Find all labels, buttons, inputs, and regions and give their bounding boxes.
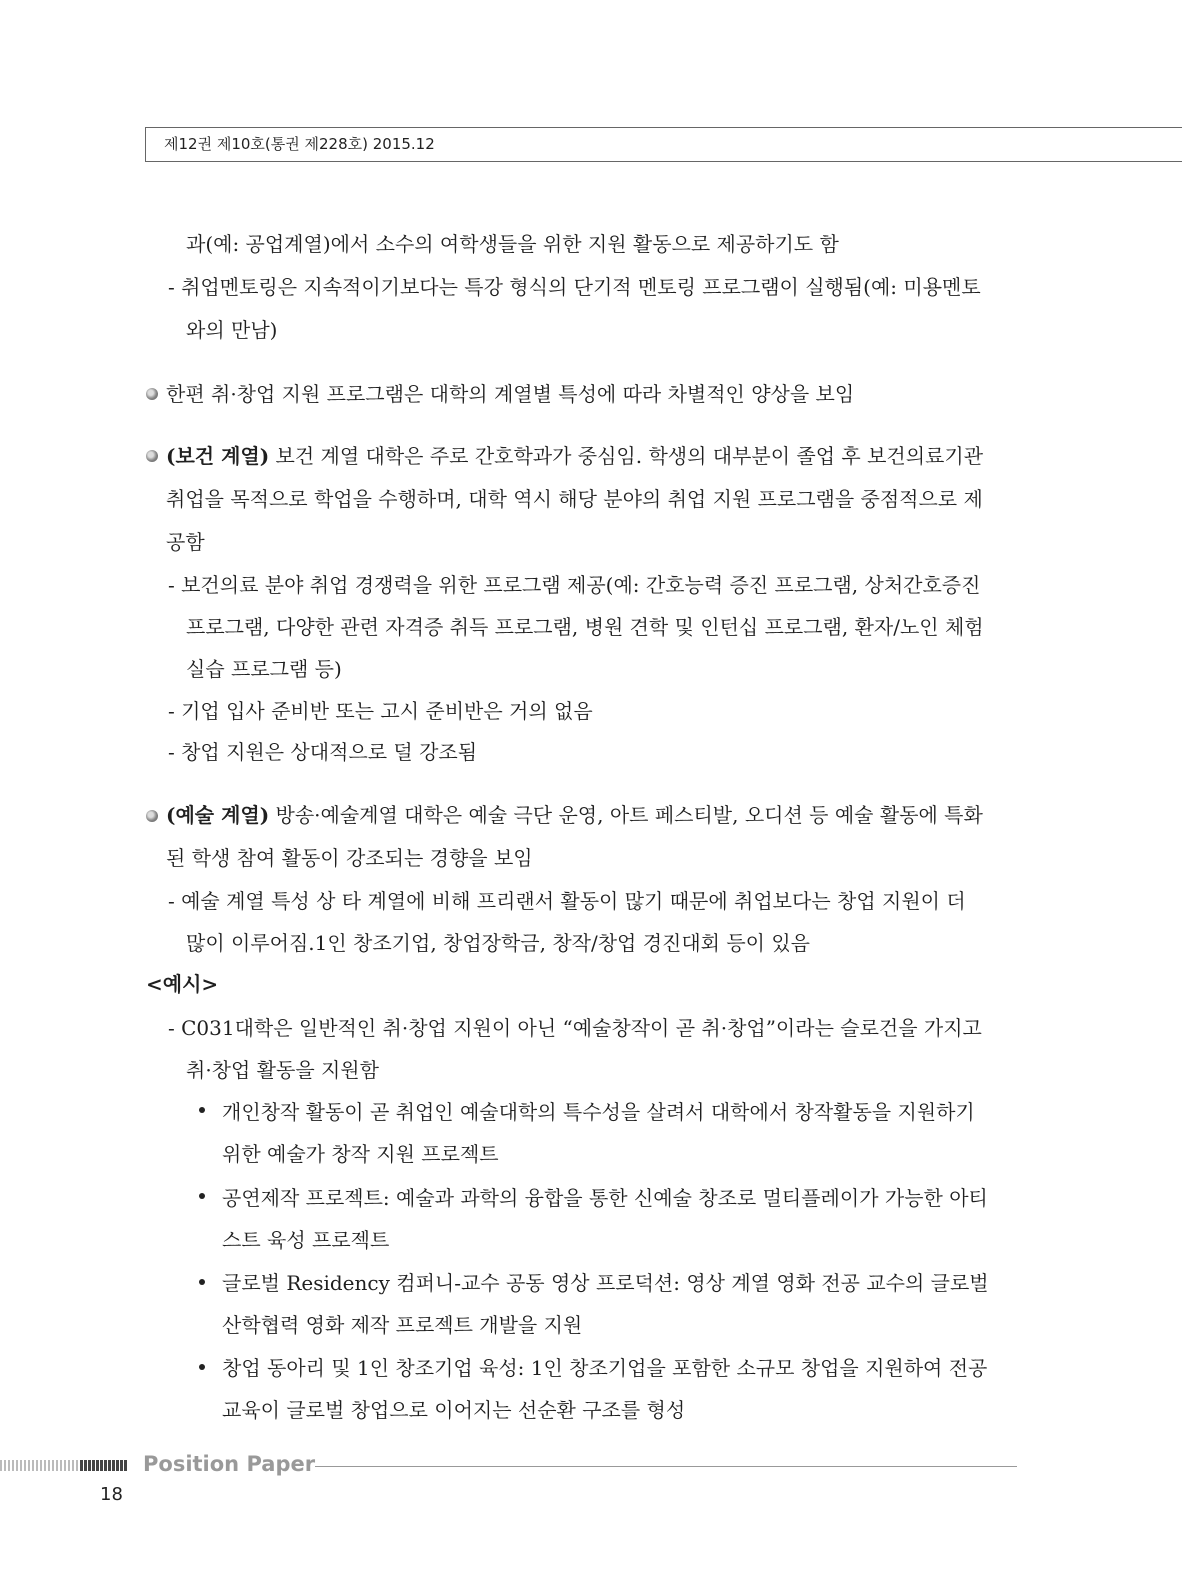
issue-info: 제12권 제10호(통권 제228호) 2015.12 xyxy=(164,135,435,153)
paragraph-text: 방송·예술계열 대학은 예술 극단 운영, 아트 페스티발, 오디션 등 예술 활동에 특화 xyxy=(269,803,983,827)
text-line: 스트 육성 프로젝트 xyxy=(222,1228,390,1252)
issue-header xyxy=(145,127,1182,162)
sub-bullet-item: 개인창작 활동이 곧 취업인 예술대학의 특수성을 살려서 대학에서 창작활동을 지원하기 xyxy=(222,1100,975,1124)
dash-item: - 기업 입사 준비반 또는 고시 준비반은 거의 없음 xyxy=(168,699,593,723)
text-line: 취·창업 활동을 지원함 xyxy=(186,1058,379,1082)
text-line: 된 학생 참여 활동이 강조되는 경향을 보임 xyxy=(166,846,533,870)
page-number: 18 xyxy=(100,1484,123,1505)
dot-bullet-icon xyxy=(199,1193,205,1199)
bullet-paragraph: 한편 취·창업 지원 프로그램은 대학의 계열별 특성에 따라 차별적인 양상을 보임 xyxy=(166,382,855,406)
circle-bullet-icon xyxy=(146,388,158,400)
dot-bullet-icon xyxy=(199,1364,205,1370)
text-line: 취업을 목적으로 학업을 수행하며, 대학 역시 해당 분야의 취업 지원 프로그램을 중점적으로 제 xyxy=(166,487,983,511)
circle-bullet-icon xyxy=(146,810,158,822)
footer-title: Position Paper xyxy=(143,1452,316,1476)
sub-bullet-item: 창업 동아리 및 1인 창조기업 육성: 1인 창조기업을 포함한 소규모 창업을 지원하여 전공 xyxy=(222,1356,988,1380)
text-line: 공함 xyxy=(166,530,205,554)
dash-item: - 취업멘토링은 지속적이기보다는 특강 형식의 단기적 멘토링 프로그램이 실행됨(예: 미용멘토 xyxy=(168,275,981,299)
footer-divider xyxy=(315,1466,1017,1467)
text-line: 와의 만남) xyxy=(186,318,278,342)
text-line: 많이 이루어짐.1인 창조기업, 창업장학금, 창작/창업 경진대회 등이 있음 xyxy=(186,931,810,955)
circle-bullet-icon xyxy=(146,450,158,462)
bullet-paragraph xyxy=(166,443,983,469)
section-label: (예술 계열) xyxy=(166,803,270,827)
dash-item: - 창업 지원은 상대적으로 덜 강조됨 xyxy=(168,740,478,764)
dash-item: - 예술 계열 특성 상 타 계열에 비해 프리랜서 활동이 많기 때문에 취업보다는 창업 지원이 더 xyxy=(168,889,966,913)
dash-item: - C031대학은 일반적인 취·창업 지원이 아닌 “예술창작이 곧 취·창업”이라는 슬로건을 가지고 xyxy=(168,1016,982,1040)
text-line: 교육이 글로벌 창업으로 이어지는 선순환 구조를 형성 xyxy=(222,1398,686,1422)
footer-stripe-decoration xyxy=(80,1460,128,1471)
dot-bullet-icon xyxy=(199,1279,205,1285)
text-line: 산학협력 영화 제작 프로젝트 개발을 지원 xyxy=(222,1313,583,1337)
text-line: 실습 프로그램 등) xyxy=(186,657,342,681)
bullet-paragraph xyxy=(166,802,983,828)
text-line: 위한 예술가 창작 지원 프로젝트 xyxy=(222,1142,499,1166)
example-label: <예시> xyxy=(146,972,219,996)
sub-bullet-item: 공연제작 프로젝트: 예술과 과학의 융합을 통한 신예술 창조로 멀티플레이가 가능한 아티 xyxy=(222,1186,988,1210)
paragraph-text: 보건 계열 대학은 주로 간호학과가 중심임. 학생의 대부분이 졸업 후 보건의료기관 xyxy=(269,444,984,468)
sub-bullet-item: 글로벌 Residency 컴퍼니-교수 공동 영상 프로덕션: 영상 계열 영화 전공 교수의 글로벌 xyxy=(222,1271,989,1295)
text-line: 프로그램, 다양한 관련 자격증 취득 프로그램, 병원 견학 및 인턴십 프로그램, 환자/노인 체험 xyxy=(186,615,984,639)
text-line: 과(예: 공업계열)에서 소수의 여학생들을 위한 지원 활동으로 제공하기도 함 xyxy=(186,232,839,256)
dash-item: - 보건의료 분야 취업 경쟁력을 위한 프로그램 제공(예: 간호능력 증진 프로그램, 상처간호증진 xyxy=(168,573,981,597)
dot-bullet-icon xyxy=(199,1107,205,1113)
section-label: (보건 계열) xyxy=(166,444,270,468)
